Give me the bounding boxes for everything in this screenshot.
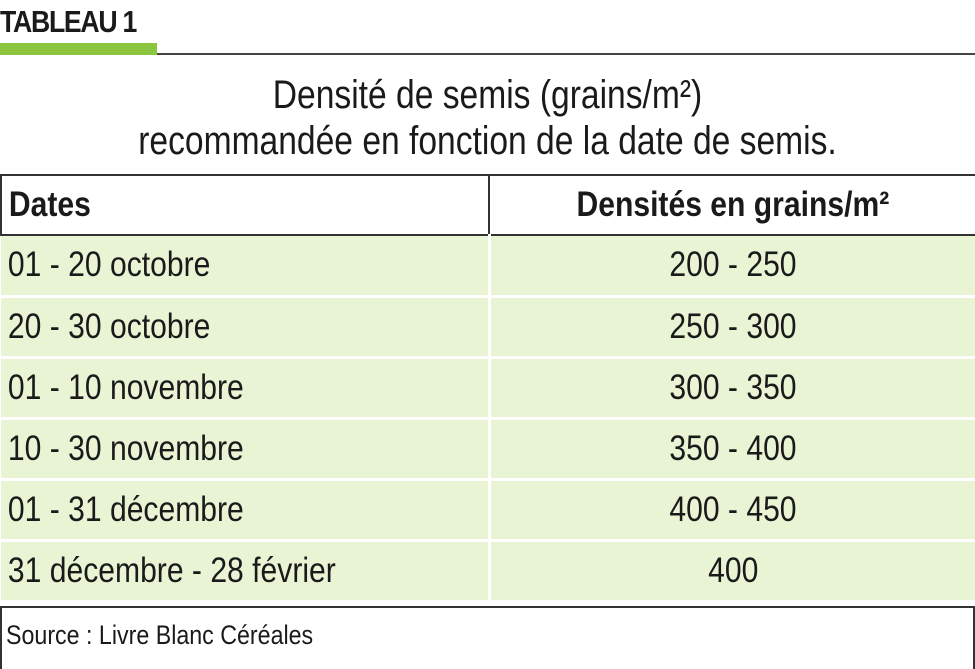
table-title — [0, 72, 975, 164]
table-label-header — [0, 0, 975, 58]
title-line-2: recommandée en fonction de la date de semis. — [138, 119, 837, 163]
date-cell: 01 - 31 décembre — [1, 479, 489, 540]
density-cell: 400 — [489, 540, 975, 601]
table-row — [1, 479, 975, 540]
date-cell: 31 décembre - 28 février — [1, 540, 489, 601]
table-row — [1, 235, 975, 296]
date-cell: 01 - 10 novembre — [1, 357, 489, 418]
table-row — [1, 357, 975, 418]
accent-bar — [0, 43, 157, 55]
title-line-1: Densité de semis (grains/m²) — [272, 73, 703, 117]
density-table — [0, 174, 975, 603]
table-row — [1, 296, 975, 357]
density-cell: 350 - 400 — [489, 418, 975, 479]
density-cell: 400 - 450 — [489, 479, 975, 540]
source-box — [0, 606, 975, 669]
density-cell: 200 - 250 — [489, 235, 975, 296]
column-header-densities: Densités en grains/m² — [489, 175, 975, 235]
date-cell: 20 - 30 octobre — [1, 296, 489, 357]
table-header-row — [1, 175, 975, 235]
density-cell: 250 - 300 — [489, 296, 975, 357]
table-row — [1, 418, 975, 479]
header-rule — [157, 53, 975, 55]
density-cell: 300 - 350 — [489, 357, 975, 418]
column-header-dates: Dates — [1, 175, 489, 235]
table-label: TABLEAU 1 — [0, 4, 137, 39]
source-note: Source : Livre Blanc Céréales — [6, 620, 314, 650]
date-cell: 10 - 30 novembre — [1, 418, 489, 479]
date-cell: 01 - 20 octobre — [1, 235, 489, 296]
table-row — [1, 540, 975, 601]
